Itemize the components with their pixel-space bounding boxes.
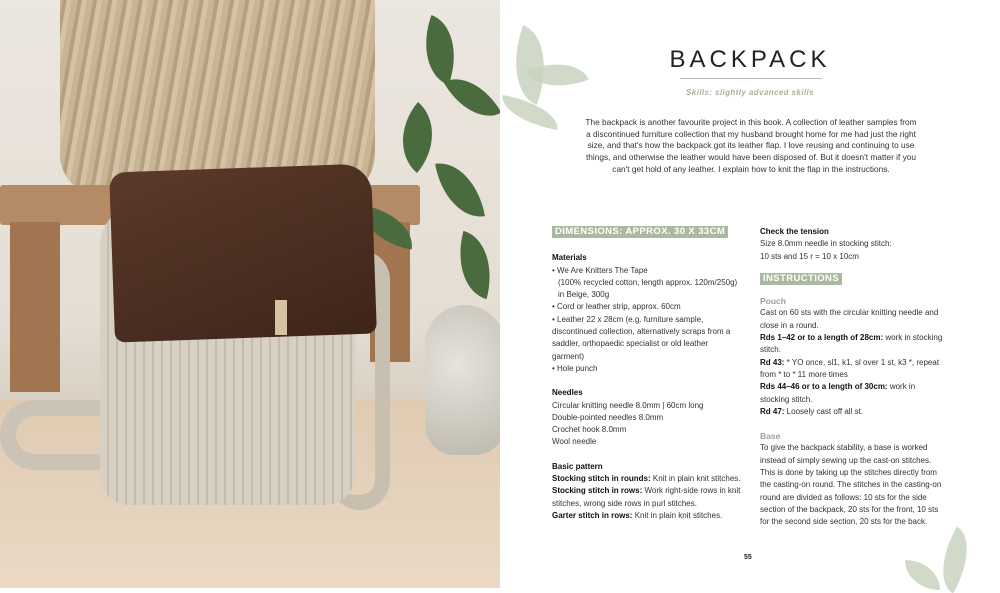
skill-level: Skills: slightly advanced skills	[686, 88, 814, 97]
leaf-decoration	[905, 560, 940, 590]
plant-leaf	[435, 157, 485, 223]
pattern-item	[552, 510, 742, 522]
step-label: Rds 44–46 or to a length of 30cm:	[760, 382, 888, 392]
pattern-term: Stocking stitch in rows:	[552, 486, 643, 496]
pouch-heading: Pouch	[760, 296, 786, 307]
plant-leaf	[444, 65, 500, 130]
step-text: work in stocking stitch.	[760, 382, 916, 404]
stool-leg	[10, 222, 60, 392]
page-number: 55	[744, 554, 752, 561]
pouch-step	[760, 406, 946, 418]
pattern-item	[552, 485, 742, 510]
step-label: Rds 1–42 or to a length of 28cm:	[760, 333, 884, 343]
page-title: BACKPACK	[669, 46, 831, 73]
needle-item: Circular knitting needle 8.0mm | 60cm long	[552, 400, 704, 410]
left-column	[552, 226, 742, 522]
tension-line: 10 sts and 15 r = 10 x 10cm	[760, 251, 859, 261]
book-page	[500, 0, 1000, 588]
instructions-banner: INSTRUCTIONS	[760, 273, 842, 285]
needles-heading: Needles	[552, 388, 583, 398]
material-item: (100% recycled cotton, length approx. 120m/250g) in Beige, 300g	[558, 277, 738, 300]
dimensions-banner: DIMENSIONS: APPROX. 30 X 33CM	[552, 226, 728, 238]
right-column	[760, 226, 946, 529]
needle-item: Wool needle	[552, 437, 597, 447]
tension-heading: Check the tension	[760, 227, 829, 236]
basic-pattern-heading: Basic pattern	[552, 461, 603, 471]
tension-line: Size 8.0mm needle in stocking stitch:	[760, 239, 892, 249]
step-text: Loosely cast off all st.	[784, 406, 864, 416]
step-text: * YO once, sl1, k1, sl over 1 st, k3 *, repeat from * to * 11 more times	[760, 357, 940, 379]
plant-leaf	[448, 231, 500, 299]
leather-tag	[275, 300, 287, 335]
material-item: • Hole punch	[552, 363, 598, 373]
pattern-item	[552, 473, 742, 485]
leather-flap	[109, 163, 377, 342]
pouch-intro: Cast on 60 sts with the circular knitting needle and close in a round.	[760, 308, 939, 330]
plant-leaf	[383, 102, 453, 173]
base-heading: Base	[760, 431, 781, 442]
pattern-desc: Knit in plain knit stitches.	[650, 474, 741, 484]
materials-heading: Materials	[552, 253, 587, 263]
pattern-desc: Knit in plain knit stitches.	[632, 510, 723, 520]
base-text: To give the backpack stability, a base is worked instead of simply sewing up the cast-on stitches. This is done by taking up the stitches directly from the casting-on round. The stitches in the casting-on round are divided as follows: 10 sts for the side section of the backpack, 20 sts for the front, 10 sts for the second side section, 20 sts for the back.	[760, 443, 942, 527]
material-item: • We Are Knitters The Tape	[552, 265, 648, 275]
plant-leaf	[411, 15, 469, 85]
pouch-step	[760, 332, 946, 357]
title-divider	[680, 78, 822, 79]
material-item: • Cord or leather strip, approx. 60cm	[552, 302, 681, 312]
step-label: Rd 47:	[760, 406, 785, 416]
needle-item: Double-pointed needles 8.0mm	[552, 412, 664, 422]
pouch-step	[760, 381, 946, 406]
step-label: Rd 43:	[760, 357, 785, 367]
pattern-term: Garter stitch in rows:	[552, 510, 633, 520]
step-text: work in stocking stitch.	[760, 333, 943, 355]
intro-paragraph: The backpack is another favourite project in this book. A collection of leather samples from a discontinued furniture collection that my husband brought home for me had just the right size, and that's how the backpack got its leather flap. I love reusing and continuing to use things, and otherwise the leather would have been disposed of. But it doesn't matter if you can't get hold of any leather. I explain how to knit the flap in the instructions.	[585, 117, 917, 174]
needle-item: Crochet hook 8.0mm	[552, 425, 627, 435]
pattern-term: Stocking stitch in rounds:	[552, 474, 651, 484]
backpack-photo	[0, 0, 500, 588]
pattern-desc: Work right-side rows in knit stitches, wrong side rows in purl stitches.	[552, 486, 741, 508]
plant-pot	[425, 305, 500, 455]
pouch-step	[760, 357, 946, 382]
material-item: • Leather 22 x 28cm (e.g. furniture sample, discontinued collection, alternatively scraps from a saddler, orthopaedic specialist or old leather garment)	[552, 314, 731, 361]
